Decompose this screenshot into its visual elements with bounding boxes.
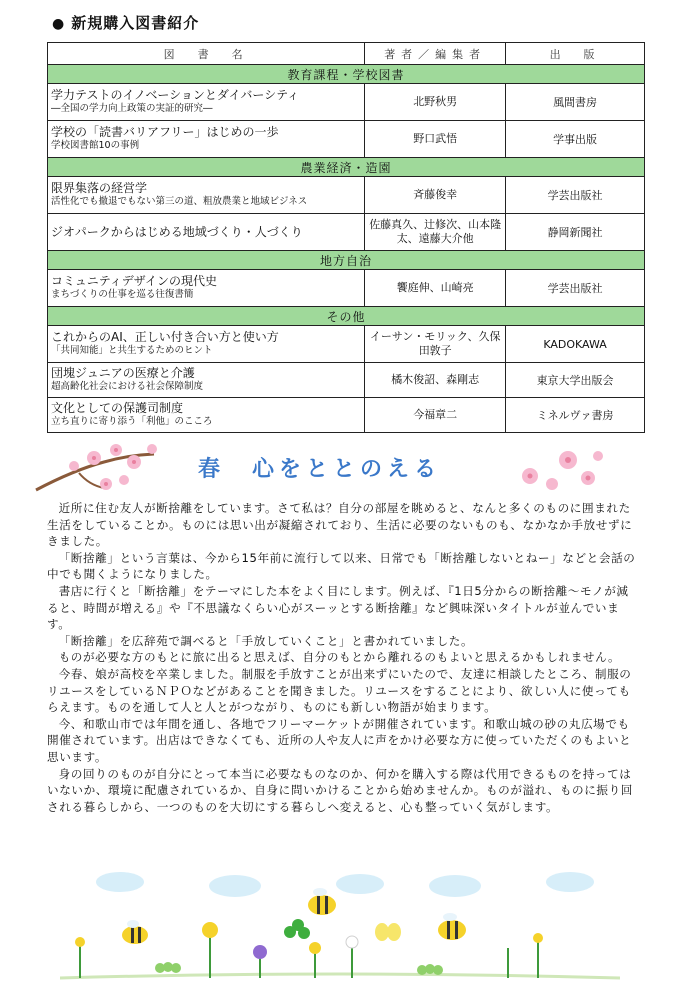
table-row	[48, 121, 645, 158]
book-title-cell	[48, 398, 365, 433]
category-label: その他	[48, 307, 645, 326]
book-title-cell	[48, 270, 365, 307]
book-publisher: 静岡新聞社	[506, 214, 645, 251]
book-title: 学校の「読書バリアフリー」はじめの一歩	[51, 125, 279, 139]
essay-paragraph: 今春、娘が高校を卒業しました。制服を手放すことが出来ずにいたので、友達に相談したところ、制服のリユースをしているＮＰＯなどがあることを聞きました。リユースをすることにより、欲しい人に使ってもらえます。ものを通して人と人とがつながり、ものにも新しい物語が始まります。	[47, 666, 632, 715]
book-subtitle: 立ち直りに寄り添う「利他」のこころ	[51, 416, 213, 427]
book-title-cell	[48, 84, 365, 121]
book-subtitle: 活性化でも撤退でもない第三の道、粗放農業と地域ビジネス	[51, 196, 308, 207]
header-publisher: 出 版	[506, 43, 645, 65]
book-title: これからのAI、正しい付き合い方と使い方	[51, 330, 279, 344]
book-author: 饗庭伸、山崎亮	[365, 270, 506, 307]
section-title-text: 新規購入図書紹介	[71, 14, 200, 32]
book-author: 野口武悟	[365, 121, 506, 158]
book-title-cell	[48, 214, 365, 251]
book-subtitle: ―全国の学力向上政策の実証的研究―	[51, 103, 213, 114]
book-title: ジオパークからはじめる地域づくり・人づくり	[51, 224, 303, 239]
category-row	[48, 251, 645, 270]
essay-paragraph: 書店に行くと「断捨離」をテーマにした本をよく目にします。例えば、『1日5分からの断捨離～モノが減ると、時間が増える』や『不思議なくらい心がスーッとする断捨離』など興味深いタイトルが並んでいます。	[47, 583, 629, 632]
table-row	[48, 177, 645, 214]
book-title-cell	[48, 326, 365, 363]
book-author: イーサン・モリック、久保田敦子	[365, 326, 506, 363]
book-publisher: ミネルヴァ書房	[506, 398, 645, 433]
table-row	[48, 270, 645, 307]
essay-paragraph: 「断捨離」を広辞苑で調べると「手放していくこと」と書かれていました。	[58, 633, 474, 648]
category-row	[48, 307, 645, 326]
header-title: 図 書 名	[48, 43, 365, 65]
cherry-blossom-branch-icon	[34, 440, 164, 500]
book-author: 斉藤俊幸	[365, 177, 506, 214]
book-publisher: 東京大学出版会	[506, 363, 645, 398]
book-author: 橘木俊詔、森剛志	[365, 363, 506, 398]
book-title: 文化としての保護司制度	[51, 401, 184, 415]
cherry-blossom-icon	[516, 446, 606, 496]
book-title-cell	[48, 121, 365, 158]
essay-paragraph: 近所に住む友人が断捨離をしています。さて私は？自分の部屋を眺めると、なんと多くのものに囲まれた生活をしていることか。ものには思い出が凝縮されており、生活に必要のないものも、なかなか手放せずにきました。	[47, 501, 633, 549]
essay-paragraph: ものが必要な方のもとに旅に出ると思えば、自分のもとから離れるのもよいと思えるかもしれません。	[58, 650, 621, 665]
essay-paragraph: 今、和歌山市では年間を通し、各地でフリーマーケットが開催されています。和歌山城の砂の丸広場でも開催されています。出店はできなくても、近所の人や友人に声をかけ必要な方に使っていただくのもよいと思います。	[47, 716, 632, 764]
bullet-icon: ●	[52, 16, 66, 32]
essay-body	[47, 500, 637, 815]
category-row	[48, 158, 645, 177]
category-label: 農業経済・造園	[48, 158, 645, 177]
book-subtitle: 「共同知能」と共生するためのヒント	[51, 345, 213, 356]
section-title	[52, 12, 199, 33]
book-publisher: 学芸出版社	[506, 177, 645, 214]
category-label: 教育課程・学校図書	[48, 65, 645, 84]
book-publisher: 学芸出版社	[506, 270, 645, 307]
table-header	[48, 43, 645, 65]
book-title: コミュニティデザインの現代史	[51, 274, 217, 288]
book-publisher: KADOKAWA	[506, 326, 645, 363]
book-subtitle: 学校図書館10の事例	[51, 140, 140, 151]
book-table	[47, 42, 645, 433]
book-subtitle: 超高齢化社会における社会保障制度	[51, 381, 204, 392]
table-row	[48, 214, 645, 251]
category-row	[48, 65, 645, 84]
book-publisher: 風間書房	[506, 84, 645, 121]
book-title-cell	[48, 177, 365, 214]
book-title: 団塊ジュニアの医療と介護	[51, 366, 195, 380]
book-title-cell	[48, 363, 365, 398]
category-label: 地方自治	[48, 251, 645, 270]
book-title: 限界集落の経営学	[51, 181, 148, 195]
table-row	[48, 398, 645, 433]
table-row	[48, 84, 645, 121]
spring-flowers-bees-illustration	[60, 870, 620, 985]
header-author: 著者／編集者	[365, 43, 506, 65]
table-row	[48, 326, 645, 363]
essay-paragraph: 身の回りのものが自分にとって本当に必要なものなのか、何かを購入する際は代用できるものを持ってはいないか、環境に配慮されているか、自身に問いかけることから始めませんか。ものが溢れ、ものに振り回される暮らしから、一つのものを大切にする暮らしへ変えると、心も整っていく気がします。	[47, 766, 633, 814]
essay-title: 春 心をととのえる	[198, 457, 442, 482]
book-title: 学力テストのイノベーションとダイバーシティ	[51, 88, 300, 102]
book-subtitle: まちづくりの仕事を巡る往復書簡	[51, 289, 194, 300]
book-author: 佐藤真久、辻修次、山本隆太、遠藤大介他	[365, 214, 506, 251]
book-author: 北野秋男	[365, 84, 506, 121]
essay-paragraph: 「断捨離」という言葉は、今から15年前に流行して以来、日常でも「断捨離しないとねー」などと会話の中でも聞くようになりました。	[47, 550, 636, 582]
book-publisher: 学事出版	[506, 121, 645, 158]
table-row	[48, 363, 645, 398]
book-author: 今福章二	[365, 398, 506, 433]
